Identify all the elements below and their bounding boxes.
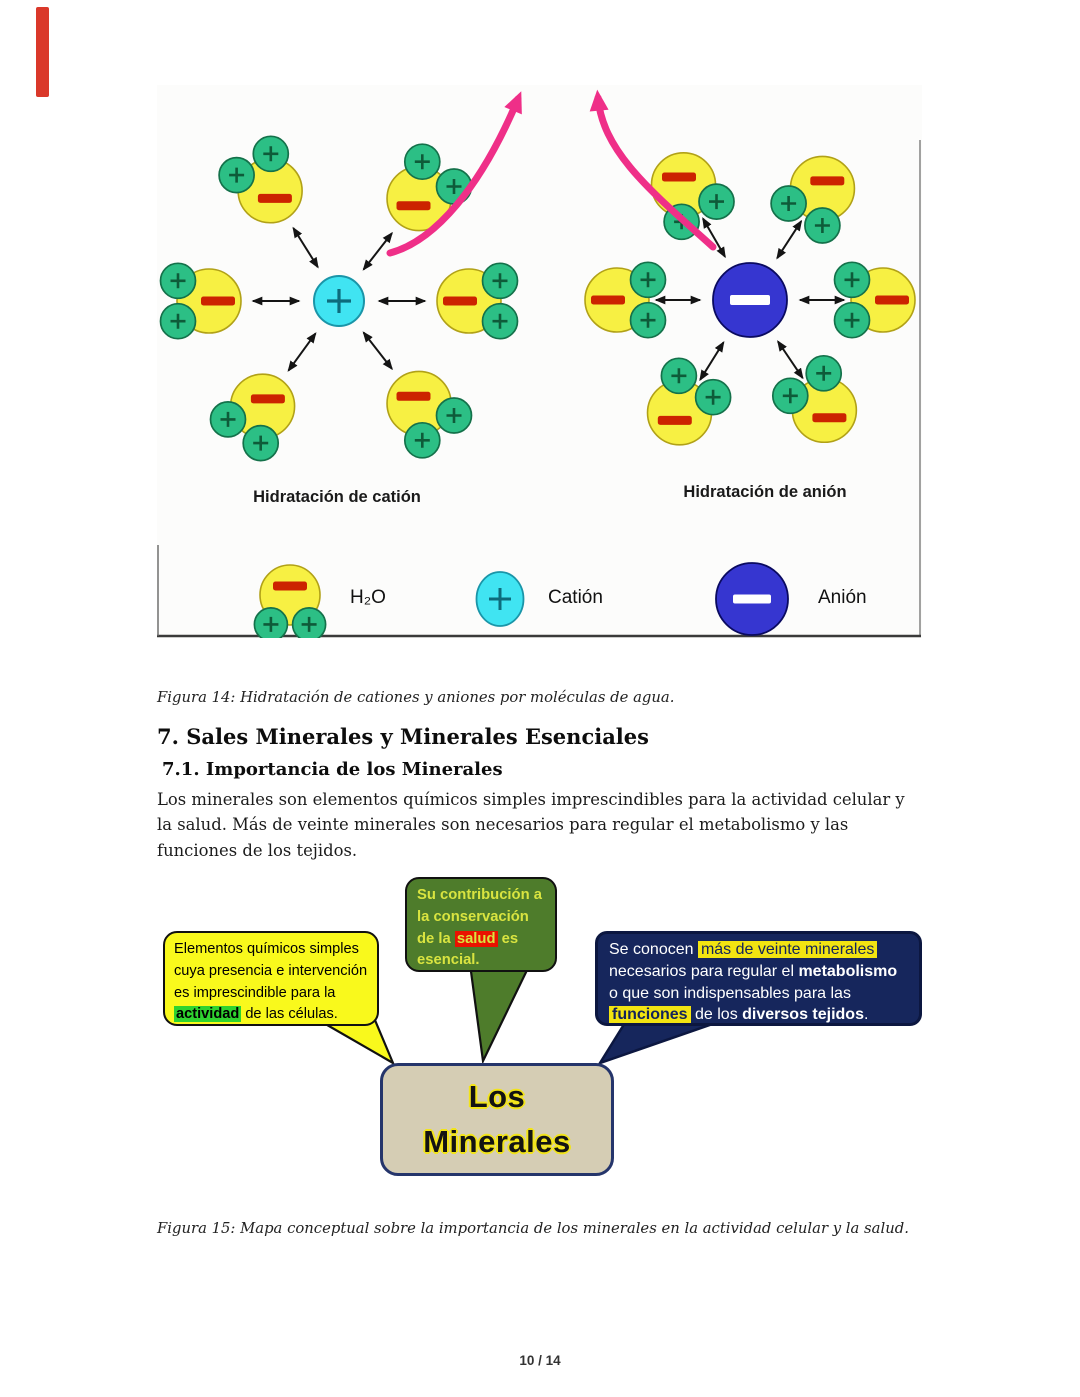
bubble-line: necesarios para regular el metabolismo — [609, 962, 898, 980]
los-minerales-box — [380, 1063, 614, 1176]
bubble-line: actividad de las células. — [176, 1006, 338, 1023]
bubble-line: es imprescindible para la — [174, 984, 336, 1001]
section-title: 7. Sales Minerales y Minerales Esenciales — [157, 724, 649, 749]
bubble-chemical-elements — [163, 931, 379, 1026]
section-body — [157, 787, 905, 863]
anion-hydration-label: Hidratación de anión — [683, 483, 847, 501]
body-line: funciones de los tejidos. — [157, 840, 358, 860]
bubble-twenty-minerals — [595, 931, 922, 1026]
bubble-health-contribution — [405, 877, 557, 972]
bubble-line: cuya presencia e intervención — [174, 962, 368, 979]
body-line: Los minerales son elementos químicos simples imprescindibles para la actividad celular y — [157, 790, 905, 809]
bubble-line: la conservación — [417, 908, 529, 925]
bubble-line: Se conocen más de veinte minerales — [609, 939, 908, 961]
bubble-line: de la salud es — [417, 930, 519, 947]
legend-cation-label: Catión — [548, 587, 603, 608]
bubble-line: o que son indispensables para las — [609, 984, 851, 1002]
bubble-line: Elementos químicos simples — [174, 941, 359, 957]
figure14-caption: Figura 14: Hidratación de cationes y aniones por moléculas de agua. — [157, 689, 675, 706]
bubble-line: funciones de los diversos tejidos. — [609, 1004, 908, 1026]
hydration-diagram — [157, 85, 922, 638]
page-number: 10 / 14 — [519, 1353, 561, 1368]
cation-hydration-label: Hidratación de catión — [253, 488, 421, 506]
figure15-caption: Figura 15: Mapa conceptual sobre la importancia de los minerales en la actividad celular y la salud. — [157, 1220, 909, 1237]
legend-water-label: H₂O — [350, 587, 386, 608]
bubble-line: Su contribución a — [417, 887, 542, 903]
legend-anion-label: Anión — [818, 587, 867, 608]
bubble-line: esencial. — [417, 952, 480, 969]
box-line: Los — [468, 1079, 526, 1114]
body-line: la salud. Más de veinte minerales son necesarios para regular el metabolismo y las — [157, 815, 849, 835]
red-pen-mark — [36, 7, 49, 97]
box-line: Minerales — [423, 1124, 571, 1159]
section-subtitle: 7.1. Importancia de los Minerales — [162, 759, 503, 780]
